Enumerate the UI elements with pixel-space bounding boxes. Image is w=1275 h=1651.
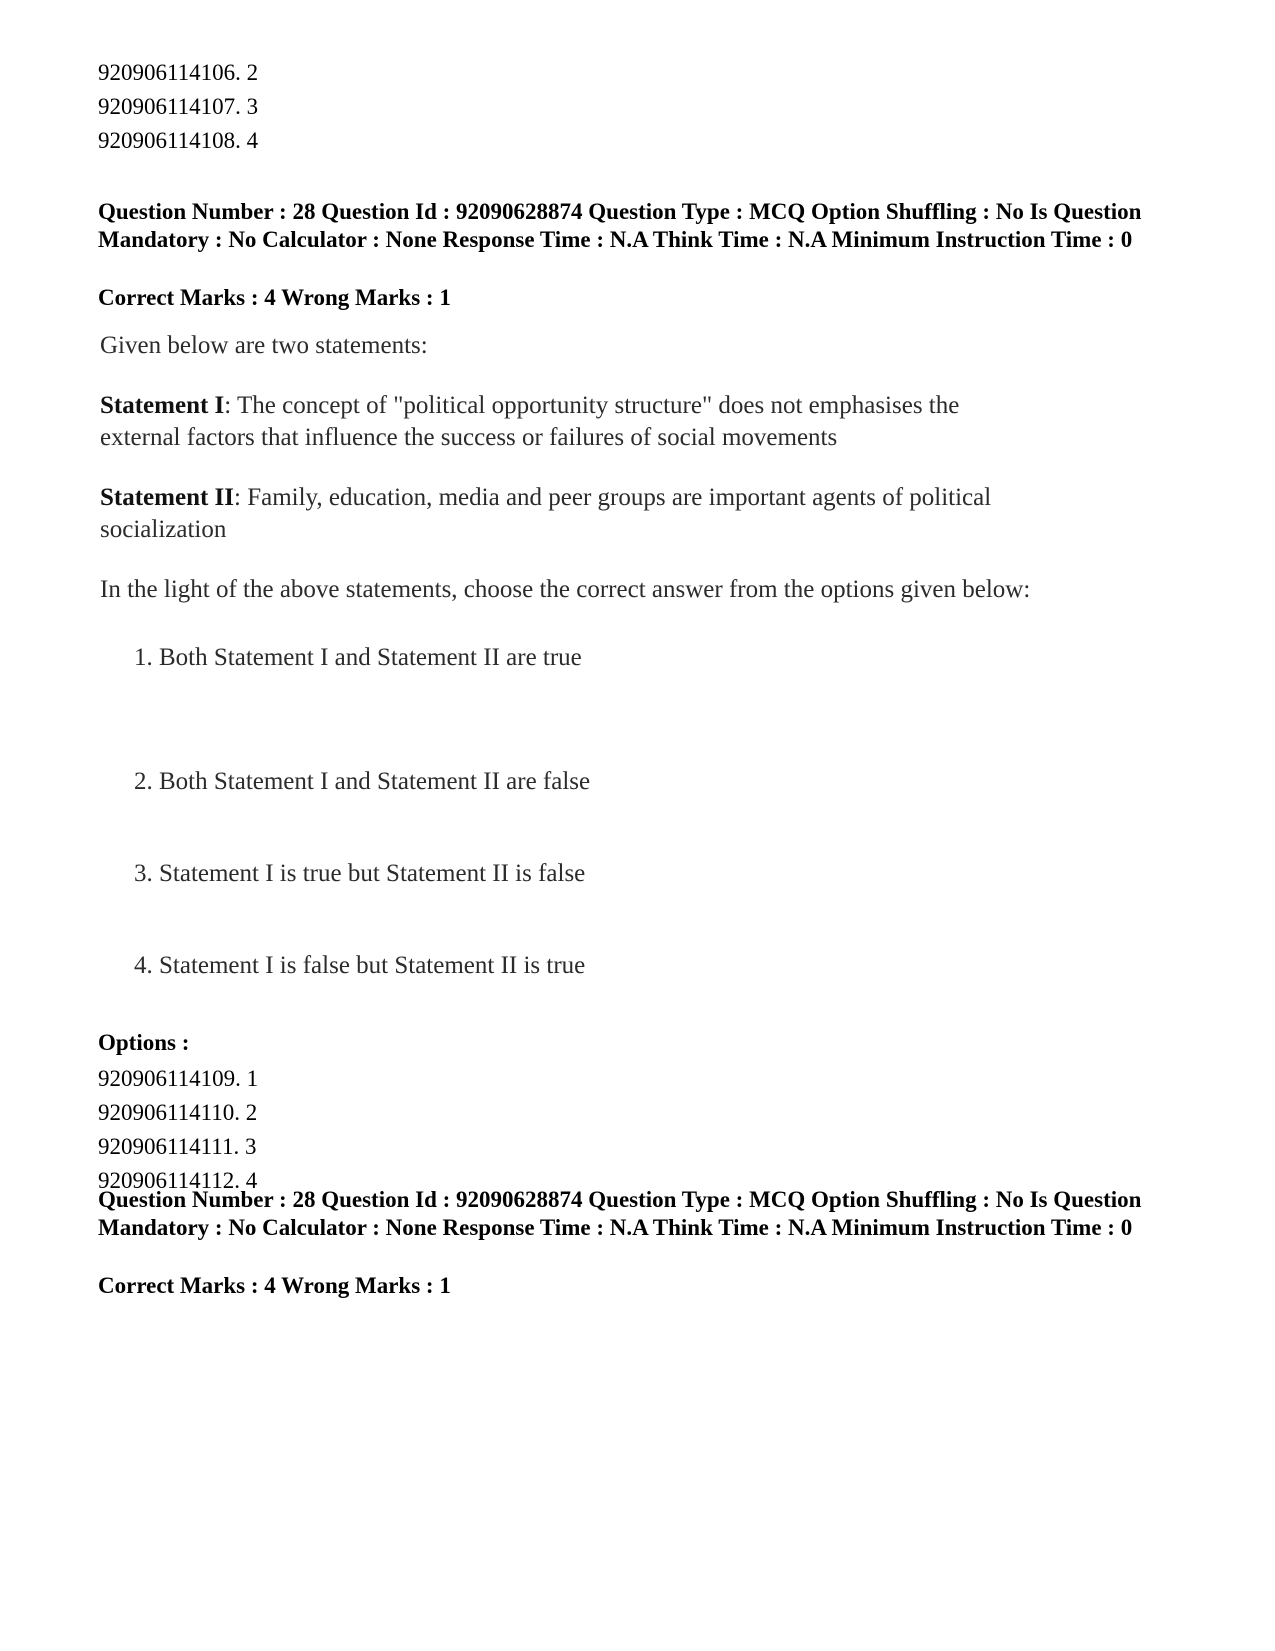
question-marks-2: Correct Marks : 4 Wrong Marks : 1: [98, 1273, 451, 1298]
statement-1: [100, 390, 1040, 454]
question-meta-2: Question Number : 28 Question Id : 92090628874 Question Type : MCQ Option Shuffling : No Is Question Mandatory : No Calculator : None Response Time : N.A Think Time : N.A Minimum Instruction Time : 0: [98, 1187, 1142, 1240]
option-item: 920906114112. 4: [98, 1168, 258, 1193]
options-label: Options :: [98, 1030, 190, 1055]
statement-1-label: Statement I: [100, 392, 225, 419]
choice-3: 3. Statement I is true but Statement II is false: [134, 860, 586, 887]
statement-2-label: Statement II: [100, 484, 235, 511]
choice-4: 4. Statement I is false but Statement II is true: [134, 952, 586, 979]
option-item: 920906114106. 2: [98, 60, 259, 85]
options-list: [98, 1062, 258, 1198]
previous-options-list: [98, 56, 258, 158]
choice-2: 2. Both Statement I and Statement II are false: [134, 768, 591, 795]
option-item: 920906114108. 4: [98, 128, 259, 153]
question-body: [100, 330, 1040, 636]
question-marks: Correct Marks : 4 Wrong Marks : 1: [98, 285, 451, 310]
choice-1: 1. Both Statement I and Statement II are true: [134, 644, 582, 671]
option-item: 920906114107. 3: [98, 94, 259, 119]
option-item: 920906114110. 2: [98, 1100, 258, 1125]
statement-2: [100, 482, 1040, 546]
question-intro: Given below are two statements:: [100, 332, 428, 359]
option-item: 920906114109. 1: [98, 1066, 259, 1091]
question-prompt: In the light of the above statements, choose the correct answer from the options given below:: [100, 576, 1031, 603]
statement-2-text: : Family, education, media and peer groups are important agents of political socialization: [100, 484, 992, 543]
option-item: 920906114111. 3: [98, 1134, 257, 1159]
question-meta: Question Number : 28 Question Id : 92090628874 Question Type : MCQ Option Shuffling : No Is Question Mandatory : No Calculator : None Response Time : N.A Think Time : N.A Minimum Instruction Time : 0: [98, 199, 1142, 252]
statement-1-text: : The concept of "political opportunity structure" does not emphasises the external factors that influence the success or failures of social movements: [100, 392, 960, 451]
